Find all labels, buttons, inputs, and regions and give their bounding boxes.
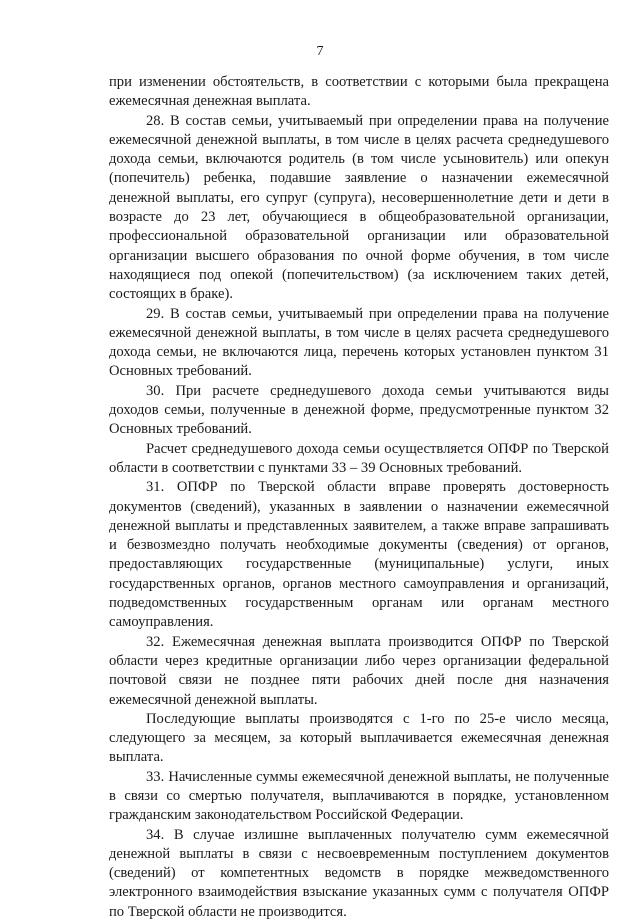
paragraph-31: 31. ОПФР по Тверской области вправе проверять достоверность документов (сведений), указанных в заявлении о назначении ежемесячной денежной выплаты и представленных заявителем, а также вправе запрашивать и безвозмездно получать необходимые документы (сведения) от органов, предоставляющих государственные (муниципальные) услуги, иных государственных органов, органов местного самоуправления и организаций, подведомственных государственным органам или органам местного самоуправления. bbox=[109, 479, 609, 631]
paragraph-continuation: при изменении обстоятельств, в соответствии с которыми была прекращена ежемесячная денежная выплата. bbox=[109, 74, 609, 110]
paragraph-28: 28. В состав семьи, учитываемый при определении права на получение ежемесячной денежной выплаты, в том числе в целях расчета среднедушевого дохода семьи, включаются родитель (в том числе усыновитель) или опекун (попечитель) ребенка, подавшие заявление о назначении ежемесячной денежной выплаты, его супруг (супруга), несовершеннолетние дети и дети в возрасте до 23 лет, обучающиеся в общеобразовательной организации, профессиональной образовательной организации или образовательной организации высшего образования по очной форме обучения, в том числе находящиеся под опекой (попечительством) (за исключением таких детей, состоящих в браке). bbox=[109, 112, 609, 303]
paragraph-33: 33. Начисленные суммы ежемесячной денежной выплаты, не полученные в связи со смертью получателя, выплачиваются в порядке, установленном гражданским законодательством Российской Федерации. bbox=[109, 768, 609, 824]
page-number: 7 bbox=[316, 44, 324, 59]
paragraph-32: 32. Ежемесячная денежная выплата производится ОПФР по Тверской области через кредитные организации либо через организации федеральной почтовой связи не позднее пяти рабочих дней после дня назначения ежемесячной денежной выплаты. bbox=[109, 633, 609, 708]
paragraph-34: 34. В случае излишне выплаченных получателю сумм ежемесячной денежной выплаты в связи с несвоевременным поступлением документов (сведений) от компетентных ведомств в порядке межведомственного электронного взаимодействия взыскание указанных сумм с получателя ОПФР по Тверской области не производится. bbox=[109, 826, 609, 920]
document-body bbox=[109, 73, 609, 922]
paragraph-29: 29. В состав семьи, учитываемый при определении права на получение ежемесячной денежной выплаты, в том числе в целях расчета среднедушевого дохода семьи, не включаются лица, перечень которых установлен пунктом 31 Основных требований. bbox=[109, 305, 609, 380]
paragraph-30: 30. При расчете среднедушевого дохода семьи учитываются виды доходов семьи, полученные в денежной форме, предусмотренные пунктом 32 Основных требований. bbox=[109, 382, 609, 438]
paragraph-32-subsequent-payments: Последующие выплаты производятся с 1-го по 25-е число месяца, следующего за месяцем, за который выплачивается ежемесячная денежная выплата. bbox=[109, 710, 609, 766]
paragraph-30-calculation: Расчет среднедушевого дохода семьи осуществляется ОПФР по Тверской области в соответствии с пунктами 33 – 39 Основных требований. bbox=[109, 440, 609, 476]
